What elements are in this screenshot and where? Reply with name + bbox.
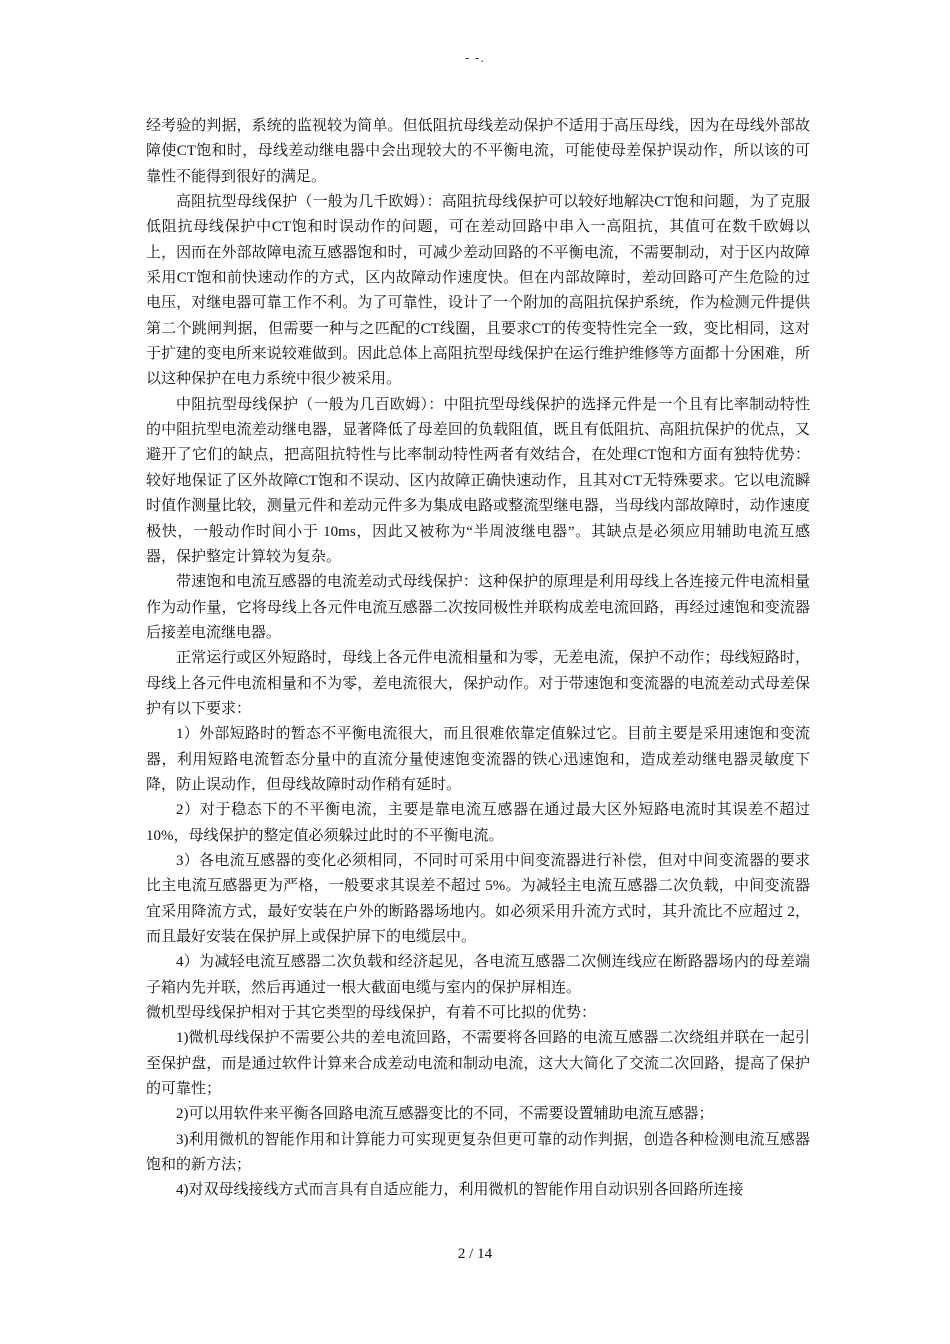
list-item: 2）对于稳态下的不平衡电流，主要是靠电流互感器在通过最大区外短路电流时其误差不超过 10%，母线保护的整定值必须躲过此时的不平衡电流。 [146, 802, 810, 844]
paragraph: 微机型母线保护相对于其它类型的母线保护，有着不可比拟的优势： [146, 1005, 597, 1022]
header-rule [140, 70, 810, 71]
list-item: 2)可以用软件来平衡各回路电流互感器变比的不同，不需要设置辅助电流互感器； [176, 1106, 714, 1123]
paragraph: 高阻抗型母线保护（一般为几千欧姆）：高阻抗母线保护可以较好地解决CT饱和问题，为了克服低阻抗母线保护中CT饱和时误动作的问题，可在差动回路中串入一高阻抗，其值可在数千欧姆以上，因而在外部故障电流互感器饱和时，可减少差动回路的不平衡电流，不需要制动，对于区内故障采用CT饱和前快速动作的方式，区内故障动作速度快。但在内部故障时，差动回路可产生危险的过电压，对继电器可靠工作不利。为了可靠性，设计了一个附加的高阻抗保护系统，作为检测元件提供第二个跳闸判据，但需要一种与之匹配的CT线圈，且要求CT的传变特性完全一致，变比相同，这对于扩建的变电所来说较难做到。因此总体上高阻抗型母线保护在运行维护维修等方面都十分困难，所以这种保护在电力系统中很少被采用。 [146, 194, 810, 388]
list-item: 3)利用微机的智能作用和计算能力可实现更复杂但更可靠的动作判据，创造各种检测电流互感器饱和的新方法； [146, 1131, 810, 1174]
page-number: 2 / 14 [457, 1246, 493, 1262]
page-header-mark: - -. [465, 50, 485, 65]
list-item: 1）外部短路时的暂态不平衡电流很大，而且很难依靠定值躲过它。目前主要是采用速饱和变流器，利用短路电流暂态分量中的直流分量使速饱变流器的铁心迅速饱和，造成差动继电器灵敏度下降，防止误动作，但母线故障时动作稍有延时。 [146, 726, 810, 793]
list-item: 3）各电流互感器的变化必须相同，不同时可采用中间变流器进行补偿，但对中间变流器的要求比主电流互感器更为严格，一般要求其误差不超过 5%。为减轻主电流互感器二次负载，中间变流器宜采用降流方式，最好安装在户外的断路器场地内。如必须采用升流方式时，其升流比不应超过 2，而且最好安装在保护屏上或保护屏下的电缆层中。 [146, 852, 810, 945]
list-item: 1)微机母线保护不需要公共的差电流回路，不需要将各回路的电流互感器二次绕组并联在一起引至保护盘，而是通过软件计算来合成差动电流和制动电流，这大大简化了交流二次回路，提高了保护的可靠性； [146, 1030, 810, 1098]
paragraph: 经考验的判据，系统的监视较为简单。但低阻抗母线差动保护不适用于高压母线，因为在母线外部故障使CT饱和时，母线差动继电器中会出现较大的不平衡电流，可能使母差保护误动作，所以该的可靠性不能得到很好的满足。 [146, 118, 810, 185]
paragraph: 中阻抗型母线保护（一般为几百欧姆）：中阻抗型母线保护的选择元件是一个且有比率制动特性的中阻抗型电流差动继电器，显著降低了母差回的负载阻值，既且有低阻抗、高阻抗保护的优点，又避开了它们的缺点，把高阻抗特性与比率制动特性两者有效结合，在处理CT饱和方面有独特优势：较好地保证了区外故障CT饱和不误动、区内故障正确快速动作，且其对CT无特殊要求。它以电流瞬时值作测量比较，测量元件和差动元件多为集成电路或整流型继电器，当母线内部故障时，动作速度极快，一般动作时间小于 10ms，因此又被称为“半周波继电器”。其缺点是必须应用辅助电流互感器，保护整定计算较为复杂。 [146, 396, 810, 565]
paragraph: 正常运行或区外短路时，母线上各元件电流相量和为零，无差电流，保护不动作；母线短路时，母线上各元件电流相量和不为零，差电流很大，保护动作。对于带速饱和变流器的电流差动式母差保护有以下要求： [146, 650, 810, 717]
list-item: 4）为减轻电流互感器二次负载和经济起见，各电流互感器二次侧连线应在断路器场内的母差端子箱内先并联，然后再通过一根大截面电缆与室内的保护屏相连。 [146, 954, 810, 996]
list-item: 4)对双母线接线方式而言具有自适应能力，利用微机的智能作用自动识别各回路所连接 [176, 1182, 744, 1199]
body-text [146, 114, 810, 1204]
paragraph: 带速饱和电流互感器的电流差动式母线保护：这种保护的原理是利用母线上各连接元件电流相量作为动作量，它将母线上各元件电流互感器二次按同极性并联构成差电流回路，再经过速饱和变流器后接差电流继电器。 [146, 574, 810, 641]
